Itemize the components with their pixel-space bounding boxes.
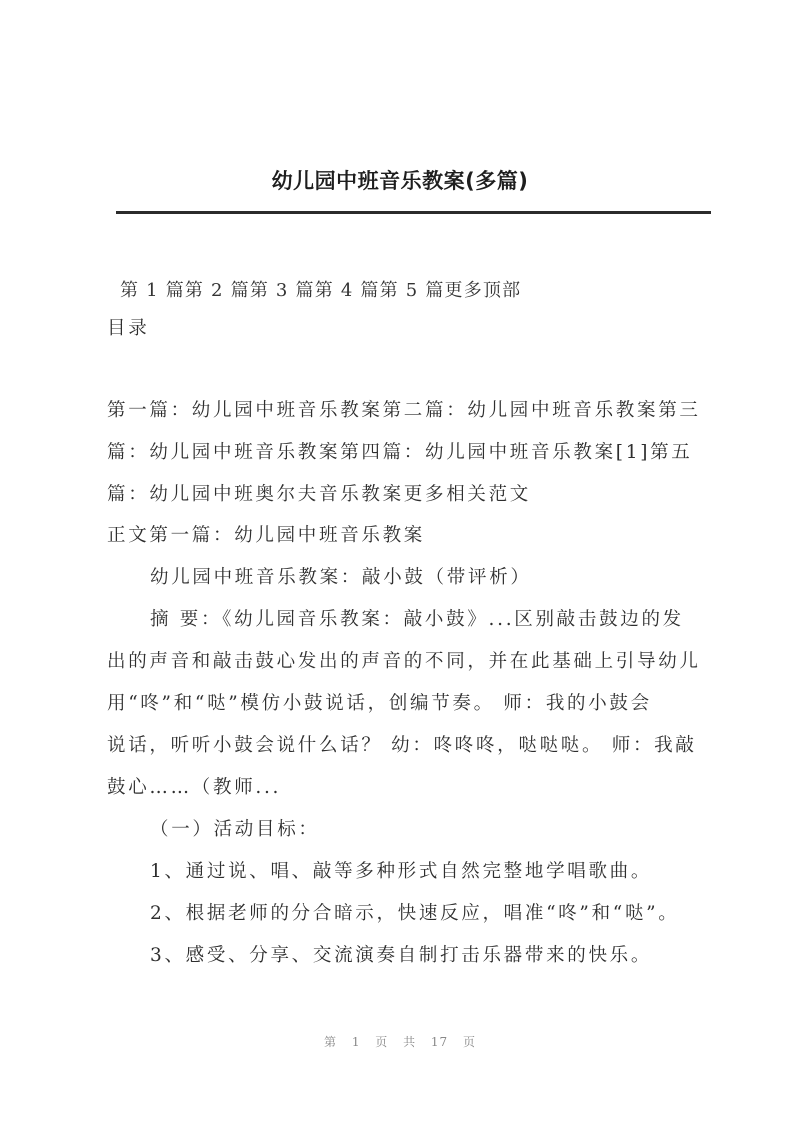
article-subtitle: 幼儿园中班音乐教案：敲小鼓（带评析） xyxy=(150,567,532,588)
abstract-line: 摘 要：《幼儿园音乐教案：敲小鼓》...区别敲击鼓边的发 xyxy=(150,609,684,630)
toc-line[interactable]: 第一篇：幼儿园中班音乐教案第二篇：幼儿园中班音乐教案第三 xyxy=(107,400,701,421)
nav-link-part-5[interactable]: 第 5 篇 xyxy=(379,280,445,301)
section-nav xyxy=(120,276,521,302)
nav-link-part-1[interactable]: 第 1 篇 xyxy=(120,280,185,301)
goal-item: 3、感受、分享、交流演奏自制打击乐器带来的快乐。 xyxy=(150,945,653,966)
body-heading: 正文第一篇：幼儿园中班音乐教案 xyxy=(107,525,426,546)
abstract-line: 出的声音和敲击鼓心发出的声音的不同，并在此基础上引导幼儿 xyxy=(107,651,701,672)
abstract-line: 说话，听听小鼓会说什么话？ 幼：咚咚咚，哒哒哒。 师：我敲 xyxy=(107,735,697,756)
toc-heading: 目录 xyxy=(107,318,150,339)
abstract-line: 用“咚”和“哒”模仿小鼓说话，创编节奏。 师：我的小鼓会 xyxy=(107,693,652,714)
title-divider xyxy=(116,211,711,214)
page-footer: 第 1 页 共 17 页 xyxy=(324,1035,476,1049)
goal-item: 2、根据老师的分合暗示，快速反应，唱准“咚”和“哒”。 xyxy=(150,903,680,924)
toc-line[interactable]: 篇：幼儿园中班奥尔夫音乐教案更多相关范文 xyxy=(107,484,532,505)
nav-link-more[interactable]: 更多 xyxy=(444,280,483,301)
nav-link-top[interactable]: 顶部 xyxy=(482,280,522,301)
nav-link-part-2[interactable]: 第 2 篇 xyxy=(184,280,250,301)
nav-link-part-3[interactable]: 第 3 篇 xyxy=(249,280,315,301)
abstract-line: 鼓心……（教师... xyxy=(107,777,282,798)
section-heading: （一）活动目标： xyxy=(150,819,320,840)
nav-link-part-4[interactable]: 第 4 篇 xyxy=(314,280,380,301)
toc-line[interactable]: 篇：幼儿园中班音乐教案第四篇：幼儿园中班音乐教案[1]第五 xyxy=(107,442,693,463)
goal-item: 1、通过说、唱、敲等多种形式自然完整地学唱歌曲。 xyxy=(150,861,653,882)
document-title: 幼儿园中班音乐教案(多篇) xyxy=(271,169,529,193)
